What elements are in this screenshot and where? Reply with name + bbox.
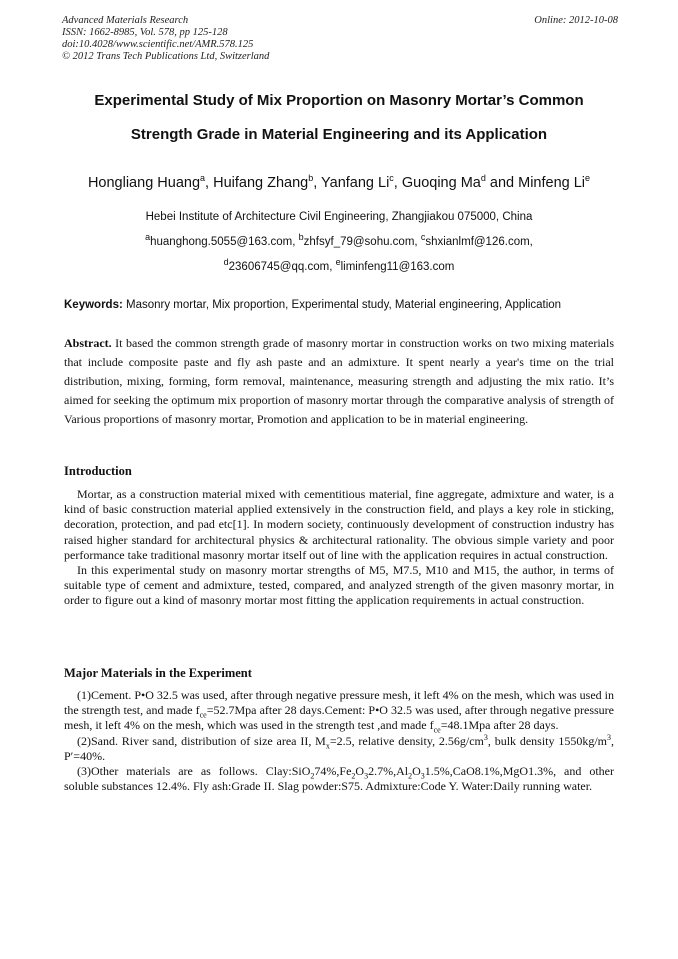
email-a: huanghong.5055@163.com, [150,236,299,248]
author-name: Minfeng Li [518,175,586,191]
subscript: x [325,741,330,750]
keywords [64,298,624,312]
journal-name: Advanced Materials Research [62,15,189,26]
online-date: Online: 2012-10-08 [534,15,618,26]
author-mark: e [585,173,591,184]
journal-doi: doi:10.4028/www.scientific.net/AMR.578.125 [62,39,254,50]
abstract-text: It based the common strength grade of masonry mortar in construction works on two mixing materials that include composite paste and fly ash paste and an admixture. It spent nearly a year's time on the trial distribution, mixing, forming, form removal, maintenance, measuring strength and adjusting the mix ratio. It’s aimed for seeking the optimum mix proportion of masonry mortar through the comparative analysis of strength of Various proportions of masonry mortar, Promotion and application to be in material engineering. [64,336,614,426]
text-run: (2)Sand. River sand, distribution of size area II, M [77,733,326,748]
paper-title-line-2: Strength Grade in Material Engineering and its Application [130,126,548,143]
author-mark: c [389,173,394,184]
subscript: 2 [408,771,413,781]
text-run: O [412,764,421,779]
materials-paragraph-other [64,764,614,794]
author-separator: , [205,175,214,191]
text-run: =48.1Mpa after 28 days. [440,718,559,733]
introduction-paragraph-2: In this experimental study on masonry mortar strengths of M5, M7.5, M10 and M15, the author, in terms of suitable type of cement and admixture, tested, compared, and analyzed strength of the given masonry mortar, in order to figure out a kind of masonry mortar most fitting the application requirements in actual construction. [64,563,614,608]
text-run: 2.7%,Al [368,764,409,779]
email-line-2 [40,257,638,274]
subscript: ce [199,710,207,720]
paper-title-line-1: Experimental Study of Mix Proportion on Masonry Mortar’s Common [94,92,584,109]
journal-copyright: © 2012 Trans Tech Publications Ltd, Switzerland [62,51,270,62]
abstract [64,334,614,429]
text-run: =2.5, relative density, 2.56g/cm [329,733,484,748]
email-mark: a [145,232,151,243]
superscript: 3 [483,732,488,742]
email-mark: c [420,232,426,243]
email-e: liminfeng11@163.com [340,261,455,273]
section-heading-introduction: Introduction [64,464,132,478]
author-name: Guoqing Ma [401,175,481,191]
text-run: , bulk density 1550kg/m [487,733,608,748]
text-run: 1.5%,CaO8.1%,MgO1.3%, and other soluble substances 12.4%. Fly ash:Grade II. Slag powder:S75. Admixture:Code Y. Water:Daily running water. [64,764,614,794]
author-mark: b [308,173,314,184]
email-mark: d [223,257,229,268]
author-name: Yanfang Li [321,175,390,191]
affiliation: Hebei Institute of Architecture Civil Engineering, Zhangjiakou 075000, China [145,211,533,223]
subscript: 2 [351,771,356,781]
keywords-label: Keywords: [64,299,123,311]
author-separator: and [485,175,519,191]
email-mark: b [298,232,304,243]
introduction-body [64,487,614,609]
abstract-label: Abstract. [64,336,112,350]
author-name: Hongliang Huang [87,175,201,191]
text-run: (3)Other materials are as follows. Clay:SiO [77,764,311,779]
text-run: 74%,Fe [314,764,352,779]
email-mark: e [335,257,341,268]
journal-header [62,15,618,63]
author-name: Huifang Zhang [213,175,309,191]
text-run: (1)Cement. P•O 32.5 was used, after through negative pressure mesh, it left 4% on the mesh, which was used in the strength test, and made f [64,688,614,718]
superscript: 3 [607,732,612,742]
text-run: =52.7Mpa after 28 days.Cement: P•O 32.5 was used, after through negative pressure mesh, it left 4% on the mesh, which was used in the strength test ,and made f [64,703,614,733]
author-mark: a [200,173,206,184]
author-separator: , [313,175,322,191]
text-run: , P′=40%. [64,733,615,763]
email-d: 23606745@qq.com, [228,261,336,273]
email-b: zhfsyf_79@sohu.com, [303,236,421,248]
author-separator: , [393,175,402,191]
author-mark: d [480,173,486,184]
subscript: 3 [420,771,425,781]
subscript: 2 [310,771,315,781]
text-run: O [355,764,365,779]
journal-issn: ISSN: 1662-8985, Vol. 578, pp 125-128 [62,27,228,38]
materials-body [64,688,614,794]
author-list [40,174,638,192]
materials-paragraph-sand [64,734,614,764]
introduction-paragraph-1: Mortar, as a construction material mixed with cementitious material, fine aggregate, admixture and water, is a kind of basic construction material applied extensively in the construction field, and plays a key role in sticking, decoration, protection, and pad etc[1]. In modern society, continuously development of construction industry has raised higher standard for architectural physics & architectural rationality. The obvious simple variety and poor performance take traditional masonry mortar itself out of line with the application requires in actual construction. [64,487,614,562]
materials-paragraph-cement [64,688,614,734]
subscript: ce [433,725,441,735]
subscript: 3 [364,771,369,781]
keywords-text: Masonry mortar, Mix proportion, Experimental study, Material engineering, Application [122,299,562,311]
email-line-1 [40,232,638,249]
section-heading-materials: Major Materials in the Experiment [64,666,252,680]
email-c: shxianlmf@126.com, [425,236,533,248]
